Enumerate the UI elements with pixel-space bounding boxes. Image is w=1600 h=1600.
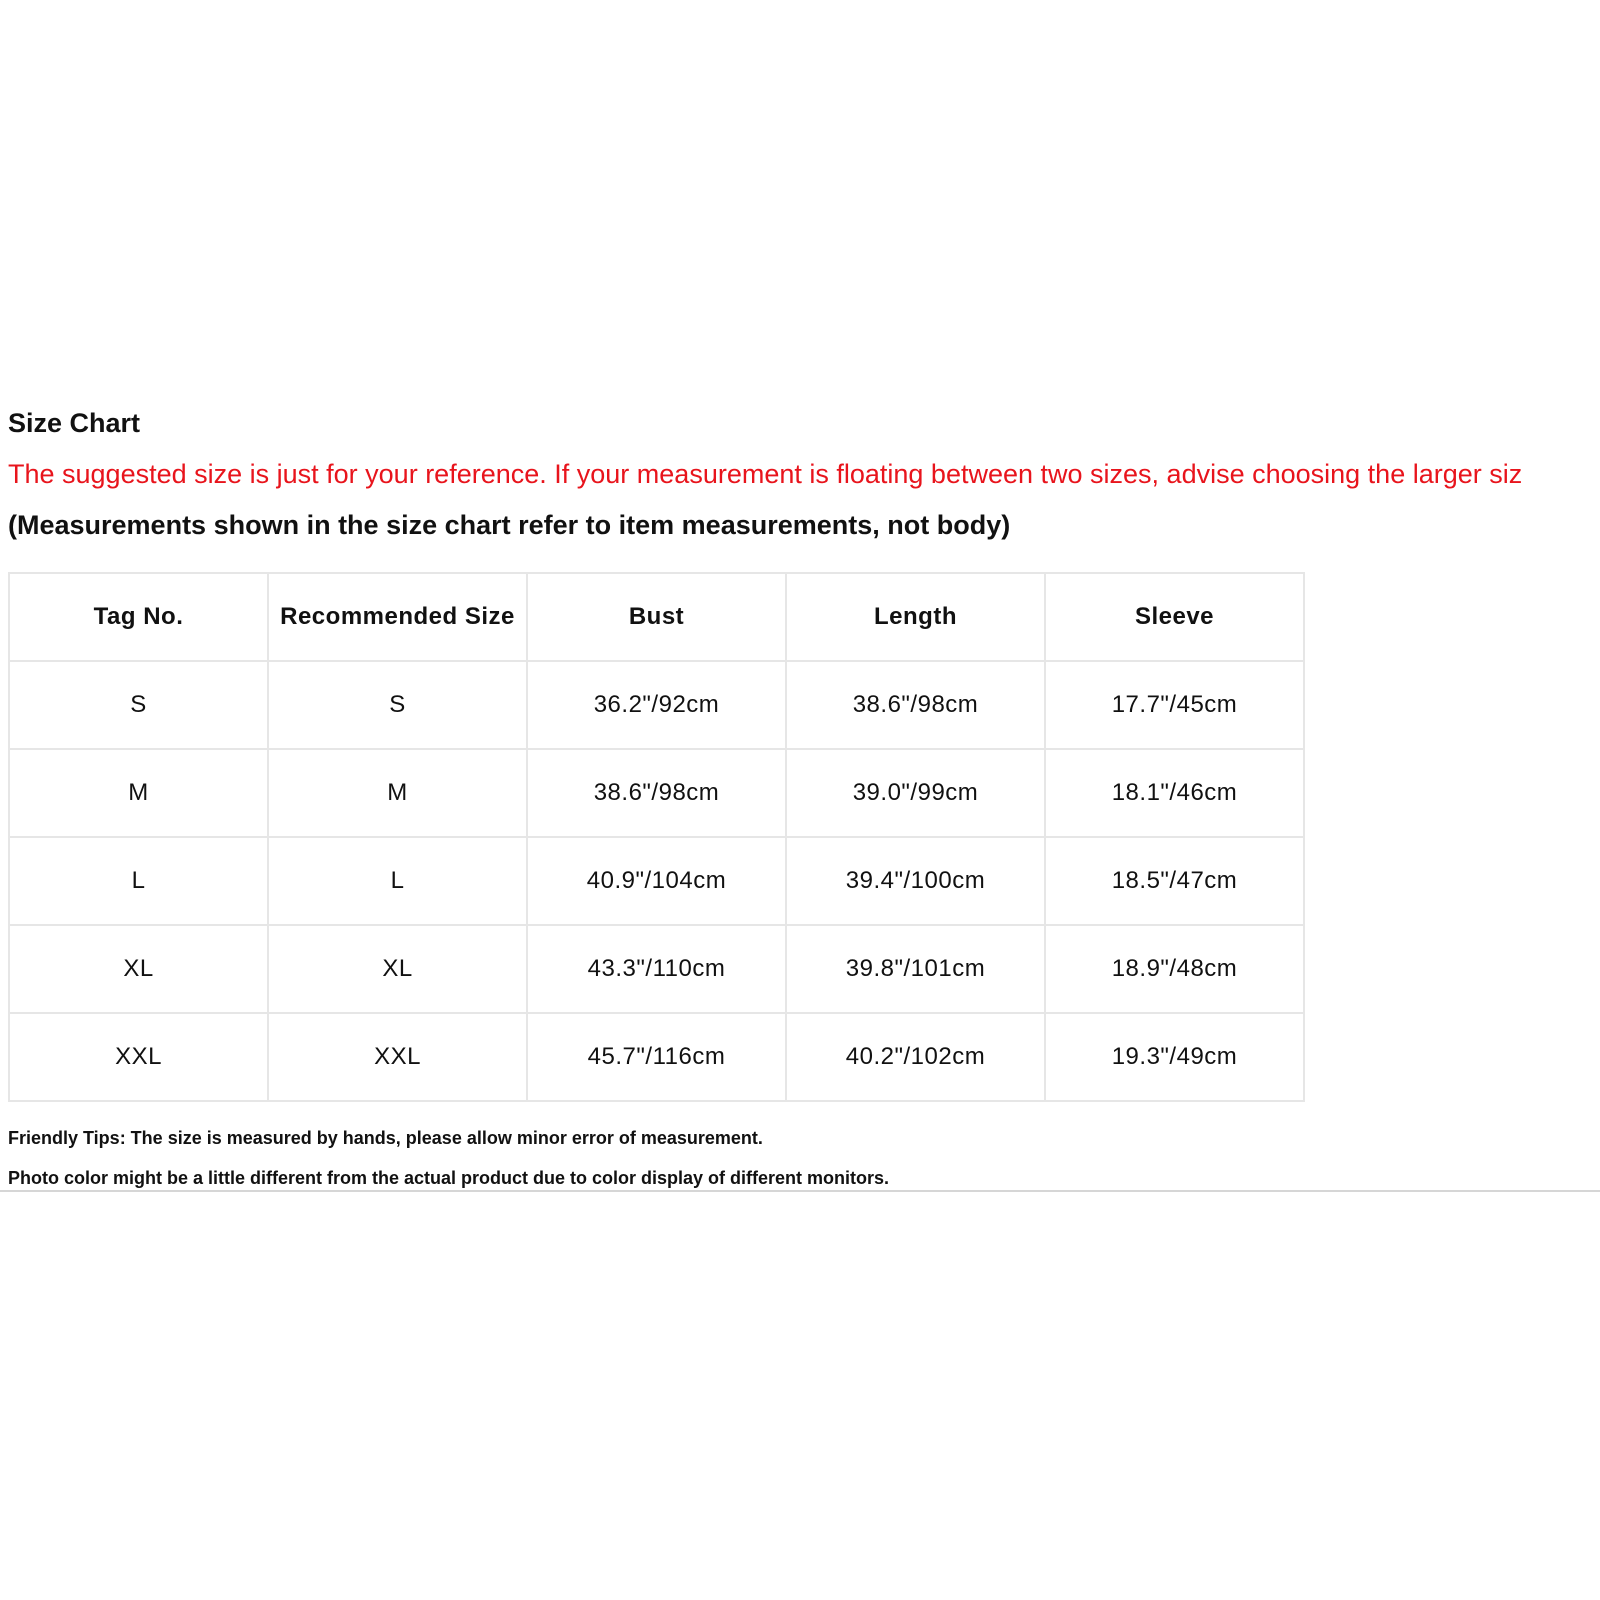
table-row [9,749,1304,837]
cell-bust: 45.7"/116cm [527,1013,786,1101]
table-row [9,925,1304,1013]
cell-sleeve: 19.3"/49cm [1045,1013,1304,1101]
header-tag-no: Tag No. [9,573,268,661]
cell-recommended-size: M [268,749,527,837]
header-bust: Bust [527,573,786,661]
cell-bust: 40.9"/104cm [527,837,786,925]
cell-recommended-size: S [268,661,527,749]
table-row [9,661,1304,749]
size-table [8,572,1305,1102]
cell-length: 40.2"/102cm [786,1013,1045,1101]
cell-sleeve: 18.5"/47cm [1045,837,1304,925]
cell-tag-no: XXL [9,1013,268,1101]
table-row [9,1013,1304,1101]
cell-length: 39.4"/100cm [786,837,1045,925]
page-title: Size Chart [8,408,141,438]
table-row [9,837,1304,925]
cell-bust: 36.2"/92cm [527,661,786,749]
header-length: Length [786,573,1045,661]
cell-length: 38.6"/98cm [786,661,1045,749]
color-disclaimer: Photo color might be a little different from the actual product due to color display of different monitors. [8,1168,890,1188]
cell-sleeve: 18.1"/46cm [1045,749,1304,837]
cell-tag-no: S [9,661,268,749]
cell-recommended-size: XXL [268,1013,527,1101]
cell-recommended-size: L [268,837,527,925]
cell-sleeve: 17.7"/45cm [1045,661,1304,749]
cell-bust: 43.3"/110cm [527,925,786,1013]
cell-tag-no: L [9,837,268,925]
cell-length: 39.0"/99cm [786,749,1045,837]
header-recommended-size: Recommended Size [268,573,527,661]
divider-line [0,1190,1600,1192]
size-notice: The suggested size is just for your reference. If your measurement is floating between two sizes, advise choosing the larger siz [8,459,1523,489]
cell-tag-no: M [9,749,268,837]
cell-recommended-size: XL [268,925,527,1013]
header-sleeve: Sleeve [1045,573,1304,661]
table-header-row [9,573,1304,661]
measurement-note: (Measurements shown in the size chart refer to item measurements, not body) [8,510,1011,540]
cell-bust: 38.6"/98cm [527,749,786,837]
friendly-tip: Friendly Tips: The size is measured by hands, please allow minor error of measurement. [8,1128,763,1148]
cell-length: 39.8"/101cm [786,925,1045,1013]
cell-tag-no: XL [9,925,268,1013]
cell-sleeve: 18.9"/48cm [1045,925,1304,1013]
